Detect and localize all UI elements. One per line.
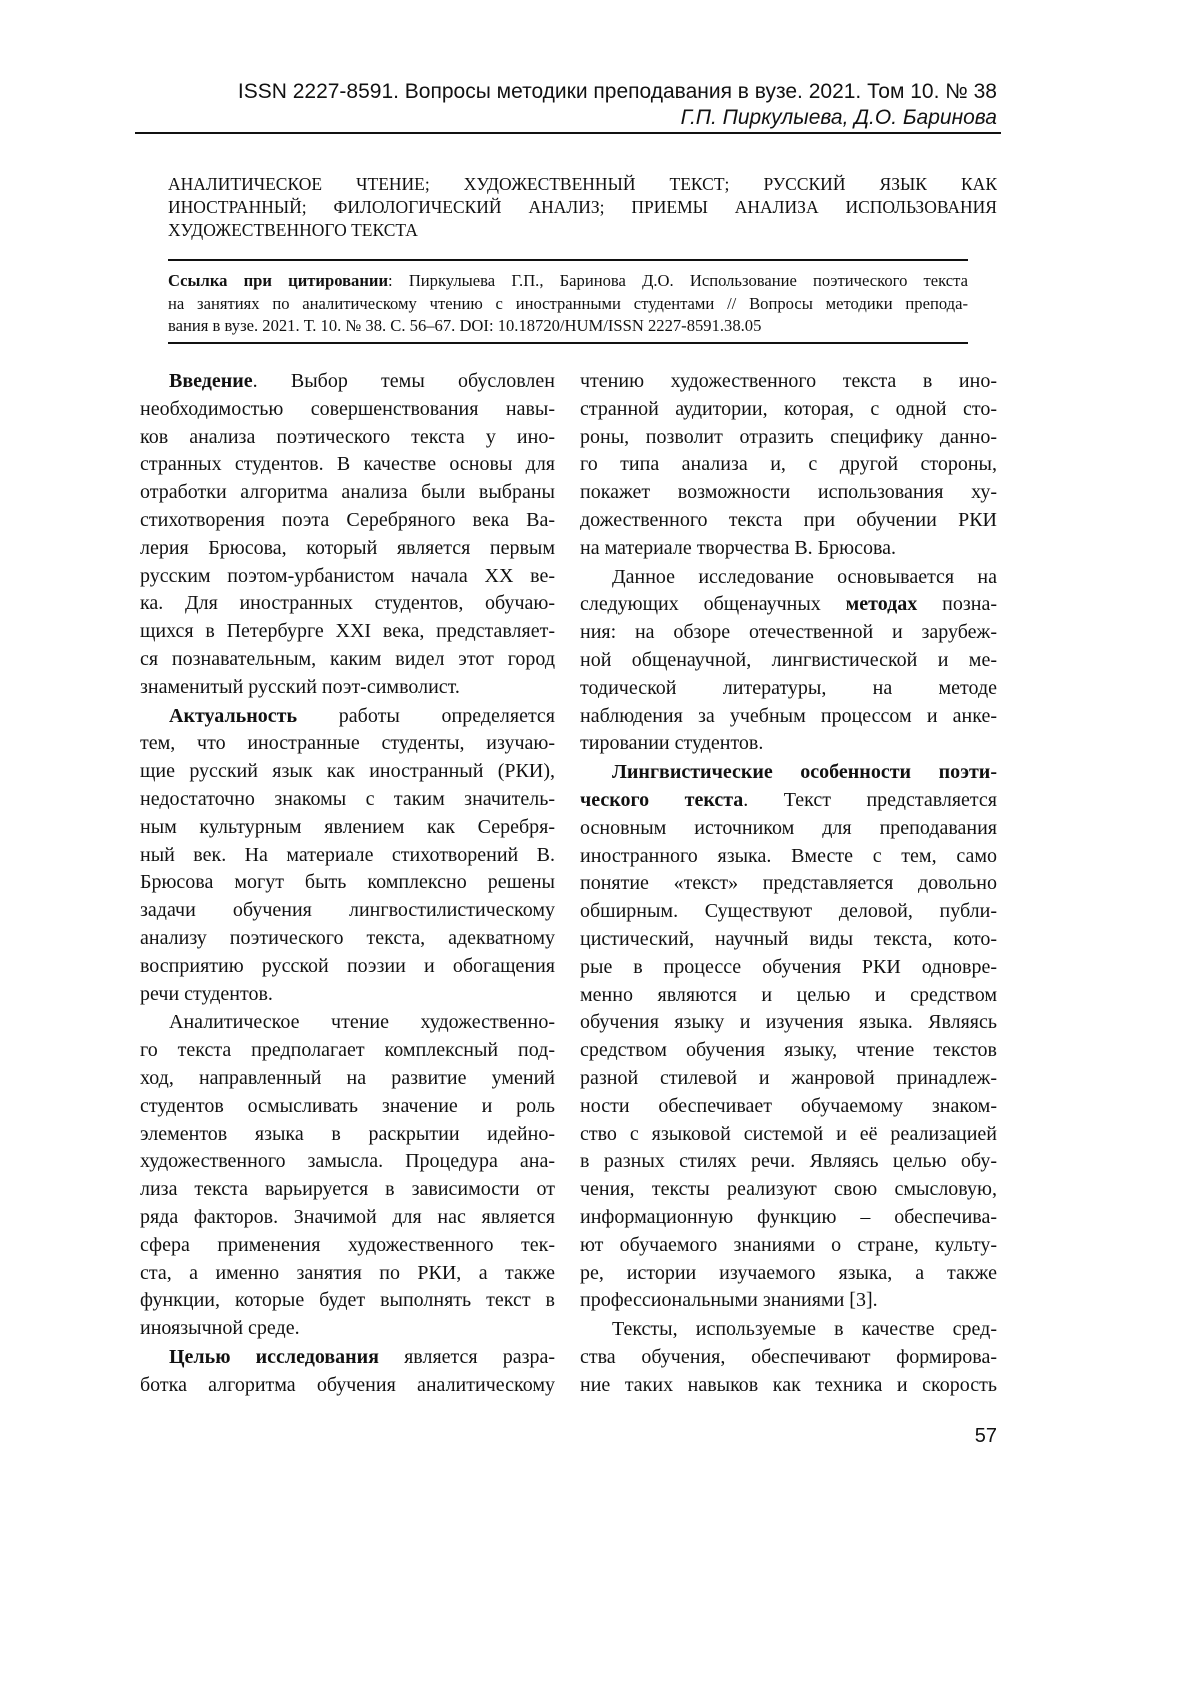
text-line xyxy=(140,842,555,870)
text: ход, направленный на развитие умений xyxy=(140,1067,555,1089)
text-line xyxy=(580,479,997,507)
text: ков анализа поэтического текста у ино- xyxy=(140,426,555,448)
text-line xyxy=(580,507,997,535)
text: обучения языку и изучения языка. Являясь xyxy=(580,1011,997,1033)
text-line xyxy=(140,730,555,758)
text-line xyxy=(140,368,555,396)
keywords-block xyxy=(168,173,997,242)
text-line xyxy=(140,1232,555,1260)
text: роны, позволит отразить специфику данно- xyxy=(580,426,997,448)
text-line xyxy=(580,564,997,592)
text: цистический, научный виды текста, кото- xyxy=(580,928,997,950)
citation-bottom-rule xyxy=(168,342,968,344)
text: сфера применения художественного тек- xyxy=(140,1234,555,1256)
text: менно являются и целью и средством xyxy=(580,984,997,1006)
text-line xyxy=(580,1232,997,1260)
text: лерия Брюсова, который является первым xyxy=(140,537,555,559)
text: рые в процессе обучения РКИ одновре- xyxy=(580,956,997,978)
text: щие русский язык как иностранный (РКИ), xyxy=(140,760,555,782)
text-line xyxy=(580,368,997,396)
text-line xyxy=(140,786,555,814)
text: ся познавательным, каким видел этот город xyxy=(140,648,555,670)
page-number: 57 xyxy=(975,1425,997,1448)
text-line xyxy=(580,759,997,787)
text: чтению художественного текста в ино- xyxy=(580,370,997,392)
text-line xyxy=(140,396,555,424)
text-line xyxy=(140,1148,555,1176)
text-line xyxy=(580,1148,997,1176)
text: студентов осмысливать значение и роль xyxy=(140,1095,555,1117)
text: го текста предполагает комплексный под- xyxy=(140,1039,555,1061)
left-column xyxy=(140,368,555,1400)
text-line xyxy=(140,479,555,507)
text-line xyxy=(580,1316,997,1344)
text-line xyxy=(140,674,555,702)
text-line xyxy=(140,869,555,897)
paragraph xyxy=(140,1009,555,1343)
text-line xyxy=(140,758,555,786)
text: ной общенаучной, лингвистической и ме- xyxy=(580,649,997,671)
text-line xyxy=(580,982,997,1010)
text-line xyxy=(140,563,555,591)
text: ство с языковой системой и её реализацией xyxy=(580,1123,997,1145)
text: Брюсова могут быть комплексно решены xyxy=(140,871,555,893)
text-line xyxy=(140,507,555,535)
text-line xyxy=(580,898,997,926)
text: тем, что иностранные студенты, изучаю- xyxy=(140,732,555,754)
text: стихотворения поэта Серебряного века Ва- xyxy=(140,509,555,531)
journal-header: ISSN 2227-8591. Вопросы методики преподавания в вузе. 2021. Том 10. № 38 xyxy=(238,80,997,104)
paragraph xyxy=(140,703,555,1009)
text: ряда факторов. Значимой для нас является xyxy=(140,1206,555,1228)
paragraph xyxy=(580,1316,997,1399)
text: понятие «текст» представляется довольно xyxy=(580,872,997,894)
text-line xyxy=(140,814,555,842)
text: ства обучения, обеспечивают формирова- xyxy=(580,1346,997,1368)
text: иноязычной среде. xyxy=(140,1317,300,1339)
text: на материале творчества В. Брюсова. xyxy=(580,537,896,559)
text-line xyxy=(580,396,997,424)
text: позна- xyxy=(917,593,997,615)
text: странных студентов. В качестве основы для xyxy=(140,453,555,475)
bold-text: Введение xyxy=(169,370,253,392)
text: информационную функцию – обеспечива- xyxy=(580,1206,997,1228)
text-line xyxy=(140,703,555,731)
text-line xyxy=(140,424,555,452)
text: ста, а именно занятия по РКИ, а также xyxy=(140,1262,555,1284)
text-line xyxy=(140,646,555,674)
text-line xyxy=(580,870,997,898)
text: обширным. Существуют деловой, публи- xyxy=(580,900,997,922)
text-line xyxy=(168,196,997,219)
text-line xyxy=(140,618,555,646)
text: ка. Для иностранных студентов, обучаю- xyxy=(140,592,555,614)
right-column xyxy=(580,368,997,1400)
text-line xyxy=(140,1065,555,1093)
text: речи студентов. xyxy=(140,983,273,1005)
text: отработки алгоритма анализа были выбраны xyxy=(140,481,555,503)
text-line xyxy=(580,535,997,563)
citation-block xyxy=(168,270,968,338)
text-line xyxy=(580,647,997,675)
text: тировании студентов. xyxy=(580,732,763,754)
text: ние таких навыков как техника и скорость xyxy=(580,1374,997,1396)
text-line xyxy=(140,925,555,953)
text: разной стилевой и жанровой принадлеж- xyxy=(580,1067,997,1089)
text-line xyxy=(140,451,555,479)
paragraph xyxy=(580,368,997,563)
bold-text: Ссылка при цитировании xyxy=(168,271,388,290)
text: чения, тексты реализуют свою смысловую, xyxy=(580,1178,997,1200)
text-line xyxy=(140,535,555,563)
text: ным культурным явлением как Серебря- xyxy=(140,816,555,838)
text: следующих общенаучных xyxy=(580,593,846,615)
text-line xyxy=(140,1176,555,1204)
text-line xyxy=(140,1204,555,1232)
text: необходимостью совершенствования навы- xyxy=(140,398,555,420)
text-line xyxy=(140,953,555,981)
text-line xyxy=(140,1260,555,1288)
text: АНАЛИТИЧЕСКОЕ ЧТЕНИЕ; ХУДОЖЕСТВЕННЫЙ ТЕКСТ; РУССКИЙ ЯЗЫК КАК xyxy=(168,174,997,194)
text: странной аудитории, которая, с одной сто- xyxy=(580,398,997,420)
text: на занятиях по аналитическому чтению с иностранными студентами // Вопросы методики препода- xyxy=(168,294,968,313)
text-line xyxy=(580,1176,997,1204)
text: : Пиркулыева Г.П., Баринова Д.О. Использование поэтического текста xyxy=(388,271,968,290)
text: анализу поэтического текста, адекватному xyxy=(140,927,555,949)
paragraph xyxy=(580,759,997,1315)
text-line xyxy=(580,926,997,954)
text: средством обучения языку, чтение текстов xyxy=(580,1039,997,1061)
text: ХУДОЖЕСТВЕННОГО ТЕКСТА xyxy=(168,220,418,240)
text: Аналитическое чтение художественно- xyxy=(169,1011,555,1033)
text: покажет возможности использования ху- xyxy=(580,481,997,503)
text: наблюдения за учебным процессом и анке- xyxy=(580,705,997,727)
text-line xyxy=(580,675,997,703)
text-line xyxy=(580,451,997,479)
text: ности обеспечивает обучаемому знаком- xyxy=(580,1095,997,1117)
text: Данное исследование основывается на xyxy=(612,566,997,588)
text: элементов языка в раскрытии идейно- xyxy=(140,1123,555,1145)
text: функции, которые будет выполнять текст в xyxy=(140,1289,555,1311)
text: ре, истории изучаемого языка, а также xyxy=(580,1262,997,1284)
text: задачи обучения лингвостилистическому xyxy=(140,899,555,921)
text: в разных стилях речи. Являясь целью обу- xyxy=(580,1150,997,1172)
text-line xyxy=(580,843,997,871)
text-line xyxy=(140,981,555,1009)
text-line xyxy=(140,1287,555,1315)
text: русским поэтом-урбанистом начала XX ве- xyxy=(140,565,555,587)
bold-text: Целью исследования xyxy=(169,1346,379,1368)
text-line xyxy=(580,1093,997,1121)
text-line xyxy=(580,954,997,982)
text: работы определяется xyxy=(297,705,555,727)
text: ный век. На материале стихотворений В. xyxy=(140,844,555,866)
text: иностранного языка. Вместе с тем, само xyxy=(580,845,997,867)
text-line xyxy=(140,1372,555,1400)
text: го типа анализа и, с другой стороны, xyxy=(580,453,997,475)
header-rule xyxy=(135,132,1001,134)
text-line xyxy=(580,591,997,619)
text-line xyxy=(580,1287,997,1315)
text: дожественного текста при обучении РКИ xyxy=(580,509,997,531)
bold-text: ческого текста xyxy=(580,789,743,811)
text-line xyxy=(140,1037,555,1065)
text: восприятию русской поэзии и обогащения xyxy=(140,955,555,977)
bold-text: Лингвистические особенности поэти- xyxy=(612,761,997,783)
text-line xyxy=(168,293,968,316)
text-line xyxy=(140,1093,555,1121)
text-line xyxy=(140,897,555,925)
text: . Текст представляется xyxy=(743,789,997,811)
text: лиза текста варьируется в зависимости от xyxy=(140,1178,555,1200)
text: художественного замысла. Процедура ана- xyxy=(140,1150,555,1172)
text: ния: на обзоре отечественной и зарубеж- xyxy=(580,621,997,643)
text-line xyxy=(580,787,997,815)
text-line xyxy=(580,730,997,758)
text: . Выбор темы обусловлен xyxy=(253,370,555,392)
bold-text: Актуальность xyxy=(169,705,297,727)
text-line xyxy=(580,1344,997,1372)
text: недостаточно знакомы с таким значитель- xyxy=(140,788,555,810)
text-line xyxy=(140,1315,555,1343)
text-line xyxy=(168,270,968,293)
text-line xyxy=(580,1065,997,1093)
bold-text: методах xyxy=(846,593,918,615)
paragraph xyxy=(140,1344,555,1400)
text-line xyxy=(140,1009,555,1037)
text: ют обучаемого знаниями о стране, культу- xyxy=(580,1234,997,1256)
text-line xyxy=(140,1121,555,1149)
text: является разра- xyxy=(379,1346,555,1368)
text-line xyxy=(580,1037,997,1065)
text-line xyxy=(580,1204,997,1232)
citation-top-rule xyxy=(168,259,968,261)
text-line xyxy=(580,815,997,843)
text-line xyxy=(580,1260,997,1288)
paragraph xyxy=(140,368,555,702)
text-line xyxy=(168,173,997,196)
text-line xyxy=(580,703,997,731)
text: тодической литературы, на методе xyxy=(580,677,997,699)
text-line xyxy=(140,1344,555,1372)
text-line xyxy=(580,424,997,452)
text-line xyxy=(580,1009,997,1037)
text: ботка алгоритма обучения аналитическому xyxy=(140,1374,555,1396)
text: щихся в Петербурге XXI века, представляет- xyxy=(140,620,555,642)
text: профессиональными знаниями [3]. xyxy=(580,1289,878,1311)
text: знаменитый русский поэт-символист. xyxy=(140,676,460,698)
text-line xyxy=(168,315,968,338)
text: вания в вузе. 2021. Т. 10. № 38. С. 56–67. DOI: 10.18720/HUM/ISSN 2227-8591.38.05 xyxy=(168,316,761,335)
text-line xyxy=(580,1372,997,1400)
text: основным источником для преподавания xyxy=(580,817,997,839)
text-line xyxy=(140,590,555,618)
text: ИНОСТРАННЫЙ; ФИЛОЛОГИЧЕСКИЙ АНАЛИЗ; ПРИЕМЫ АНАЛИЗА ИСПОЛЬЗОВАНИЯ xyxy=(168,197,997,217)
text-line xyxy=(580,1121,997,1149)
text-line xyxy=(580,619,997,647)
paragraph xyxy=(580,564,997,759)
text: Тексты, используемые в качестве сред- xyxy=(612,1318,997,1340)
authors-header: Г.П. Пиркулыева, Д.О. Баринова xyxy=(681,106,997,130)
text-line xyxy=(168,219,997,242)
